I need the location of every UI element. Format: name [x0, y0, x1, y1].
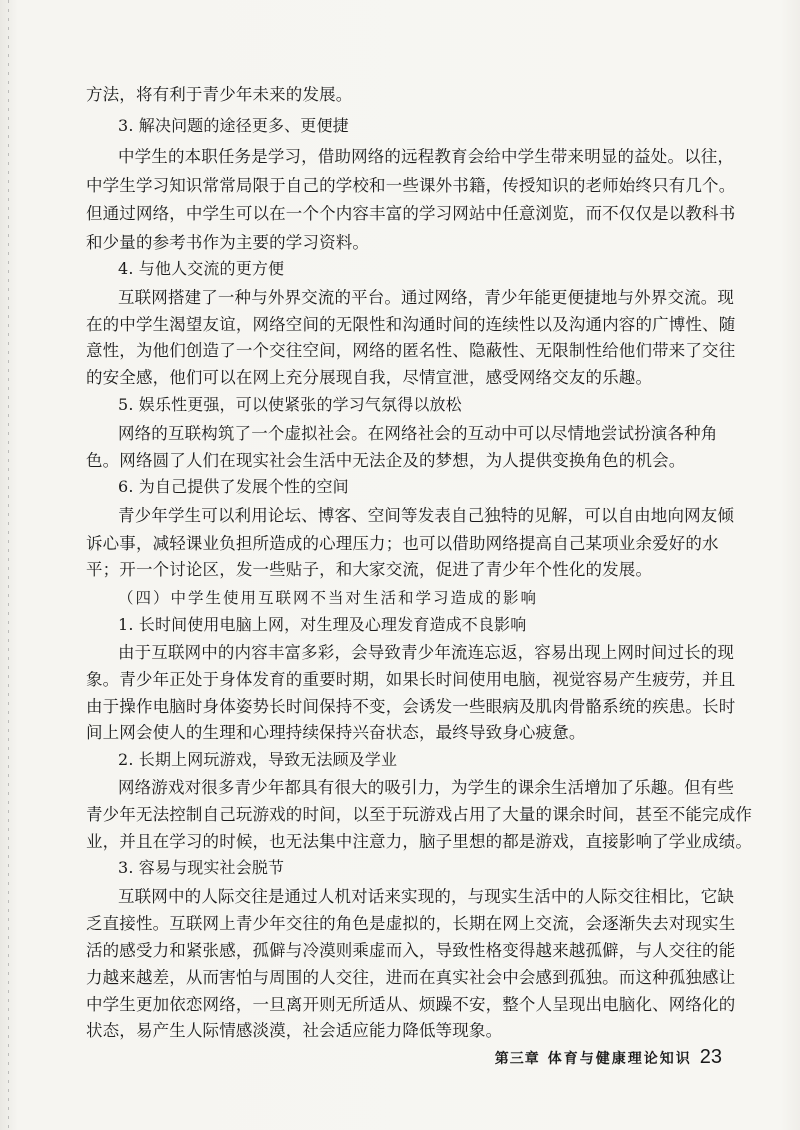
body-line: 象。青少年正处于身体发育的重要时期，如果长时间使用电脑，视觉容易产生疲劳，并且 [86, 670, 736, 689]
body-line: 的安全感，他们可以在网上充分展现自我，尽情宣泄，感受网络交友的乐趣。 [86, 368, 653, 387]
body-line: 色。网络圆了人们在现实社会生活中无法企及的梦想，为人提供变换角色的机会。 [86, 451, 686, 470]
body-line: 在的中学生渴望友谊，网络空间的无限性和沟通时间的连续性以及沟通内容的广博性、随 [86, 315, 736, 334]
body-line: 间上网会使人的生理和心理持续保持兴奋状态，最终导致身心疲惫。 [86, 723, 586, 742]
body-line: 中学生的本职任务是学习，借助网络的远程教育会给中学生带来明显的益处。以往， [118, 147, 735, 166]
body-line: 中学生更加依恋网络，一旦离开则无所适从、烦躁不安，整个人呈现出电脑化、网络化的 [86, 995, 736, 1014]
subsection-heading: 2. 长期上网玩游戏，导致无法顾及学业 [118, 750, 398, 769]
subsection-heading: 6. 为自己提供了发展个性的空间 [118, 477, 349, 496]
chapter-label: 第三章 [494, 1051, 540, 1067]
page-number: 23 [699, 1046, 722, 1068]
body-line: 业，并且在学习的时候，也无法集中注意力，脑子里想的都是游戏，直接影响了学业成绩。 [86, 832, 752, 851]
body-line: 状态，易产生人际情感淡漠，社会适应能力降低等现象。 [86, 1021, 503, 1040]
subsection-heading: 1. 长时间使用电脑上网，对生理及心理发育造成不良影响 [118, 615, 527, 634]
body-line: 由于操作电脑时身体姿势长时间保持不变，会诱发一些眼病及肌肉骨骼系统的疾患。长时 [86, 697, 736, 716]
body-line: 中学生学习知识常常局限于自己的学校和一些课外书籍，传授知识的老师始终只有几个。 [86, 176, 736, 195]
body-line: 力越来越差，从而害怕与周围的人交往，进而在真实社会中会感到孤独。而这种孤独感让 [86, 968, 736, 987]
body-line: 青少年学生可以利用论坛、博客、空间等发表自己独特的见解，可以自由地向网友倾 [118, 506, 735, 525]
page-binding-edge [8, 0, 9, 1130]
subsection-heading: 4. 与他人交流的更方便 [118, 259, 285, 278]
body-line: 诉心事，减轻课业负担所造成的心理压力；也可以借助网络提高自己某项业余爱好的水 [86, 534, 719, 553]
body-line: 互联网搭建了一种与外界交流的平台。通过网络，青少年能更便捷地与外界交流。现 [118, 288, 735, 307]
page-footer [495, 1042, 722, 1072]
body-line: 意性，为他们创造了一个交往空间，网络的匿名性、隐蔽性、无限制性给他们带来了交往 [86, 341, 736, 360]
subsection-heading: （四）中学生使用互联网不当对生活和学习造成的影响 [118, 589, 539, 607]
body-line: 网络的互联构筑了一个虚拟社会。在网络社会的互动中可以尽情地尝试扮演各种角 [118, 424, 718, 443]
body-line: 方法，将有利于青少年未来的发展。 [86, 85, 353, 104]
body-line: 由于互联网中的内容丰富多彩，会导致青少年流连忘返，容易出现上网时间过长的现 [118, 643, 735, 662]
body-line: 乏直接性。互联网上青少年交往的角色是虚拟的，长期在网上交流，会逐渐失去对现实生 [86, 914, 736, 933]
body-line: 活的感受力和紧张感，孤僻与冷漠则乘虚而入，导致性格变得越来越孤僻，与人交往的能 [86, 941, 736, 960]
subsection-heading: 5. 娱乐性更强，可以使紧张的学习气氛得以放松 [118, 395, 462, 414]
chapter-title: 体育与健康理论知识 [547, 1051, 692, 1067]
subsection-heading: 3. 解决问题的途径更多、更便捷 [118, 116, 349, 135]
body-line: 互联网中的人际交往是通过人机对话来实现的，与现实生活中的人际交往相比，它缺 [118, 887, 735, 906]
body-line: 平；开一个讨论区，发一些贴子，和大家交流，促进了青少年个性化的发展。 [86, 560, 653, 579]
body-line: 青少年无法控制自己玩游戏的时间，以至于玩游戏占用了大量的课余时间，甚至不能完成作 [86, 805, 752, 824]
body-line: 网络游戏对很多青少年都具有很大的吸引力，为学生的课余生活增加了乐趣。但有些 [118, 778, 735, 797]
body-line: 但通过网络，中学生可以在一个个内容丰富的学习网站中任意浏览，而不仅仅是以教科书 [86, 204, 736, 223]
subsection-heading: 3. 容易与现实社会脱节 [118, 858, 285, 877]
body-line: 和少量的参考书作为主要的学习资料。 [86, 233, 370, 252]
